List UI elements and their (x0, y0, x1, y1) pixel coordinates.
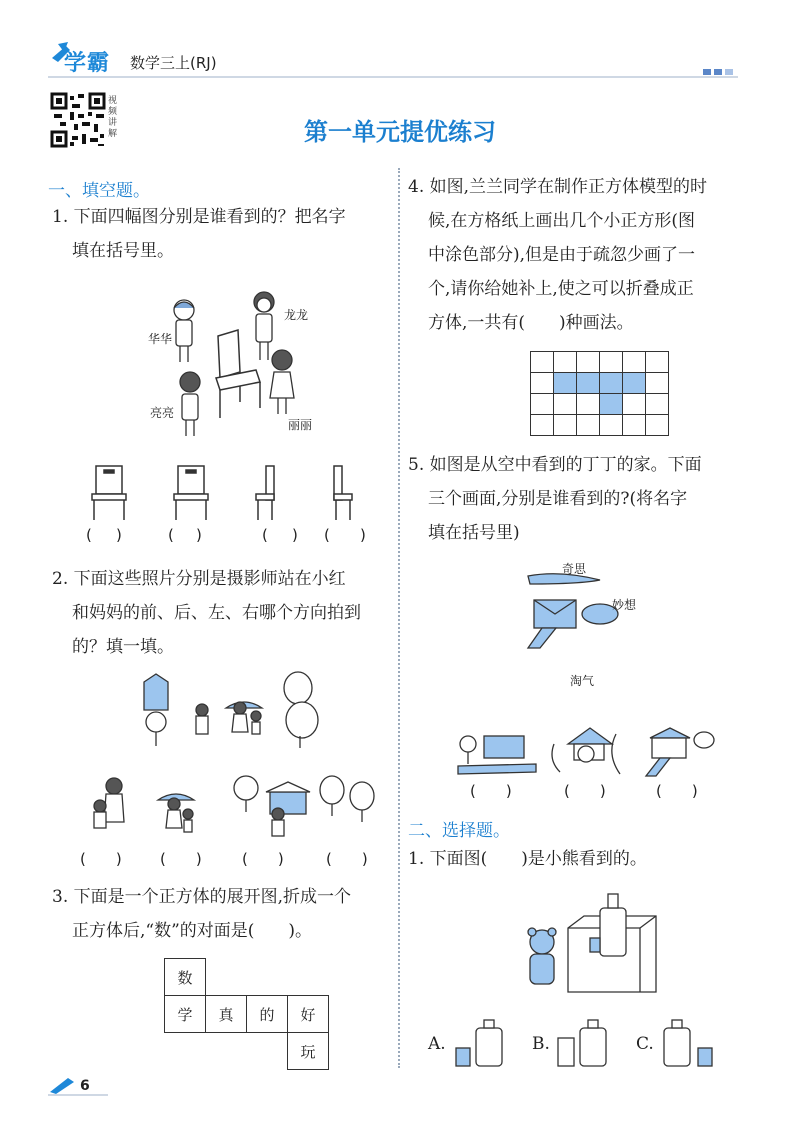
header-subject: 数学三上(RJ) (130, 54, 217, 72)
name-liangliang: 亮亮 (150, 406, 175, 420)
option-a-figure[interactable] (452, 1018, 512, 1068)
choice-question-1: 1. 下面图( )是小熊看到的。 (408, 849, 647, 869)
photo-options-illustration (82, 772, 382, 844)
answer-paren[interactable]: ( ) (470, 782, 512, 800)
net-cell: 好 (288, 996, 329, 1033)
question-5-line2: 三个画面,分别是谁看到的?(将名字 (428, 489, 688, 509)
name-huahua: 华华 (148, 332, 173, 346)
answer-paren[interactable]: ( ) (160, 850, 202, 868)
option-a-label[interactable]: A. (428, 1034, 446, 1054)
page-number: 6 (80, 1078, 90, 1094)
answer-paren[interactable]: ( ) (80, 850, 122, 868)
house-views-illustration (456, 724, 726, 780)
question-4-line4: 个,请你给她补上,使之可以折叠成正 (428, 279, 694, 299)
option-b-label[interactable]: B. (532, 1034, 550, 1054)
answer-paren[interactable]: ( ) (242, 850, 284, 868)
square-grid[interactable] (530, 351, 669, 436)
page-title: 第一单元提优练习 (304, 118, 496, 146)
cube-net (164, 958, 329, 1070)
net-cell: 真 (206, 996, 247, 1033)
section-fill-blank: 一、填空题。 (48, 181, 150, 201)
photo-scene-illustration (140, 670, 340, 750)
question-4-line3: 中涂色部分),但是由于疏忽少画了一 (428, 245, 696, 265)
footer-divider (48, 1094, 108, 1096)
option-c-figure[interactable] (658, 1018, 718, 1068)
brand-name: 学霸 (64, 51, 111, 76)
question-2-line1: 2. 下面这些照片分别是摄影师站在小红 (52, 569, 346, 589)
question-5-line1: 5. 如图是从空中看到的丁丁的家。下面 (408, 455, 702, 475)
name-qisi: 奇思 (562, 562, 587, 576)
net-cell: 学 (165, 996, 206, 1033)
question-1-line1: 1. 下面四幅图分别是谁看到的？把名字 (52, 207, 346, 227)
answer-paren-open[interactable]: ( (86, 526, 92, 544)
option-b-figure[interactable] (554, 1018, 614, 1068)
bear-bottles-illustration (520, 888, 670, 998)
answer-paren-open[interactable]: ( (168, 526, 174, 544)
answer-paren-open[interactable]: ( (324, 526, 330, 544)
net-cell: 的 (247, 996, 288, 1033)
qr-label: 视频讲解 (108, 96, 118, 139)
question-2-line2: 和妈妈的前、后、左、右哪个方向拍到 (72, 603, 361, 623)
name-miaoxiang: 妙想 (612, 598, 637, 612)
question-2-line3: 的？填一填。 (72, 637, 174, 657)
column-divider (398, 168, 400, 1068)
chair-views (80, 462, 370, 522)
answer-paren[interactable]: ( ) (656, 782, 698, 800)
section-multiple-choice: 二、选择题。 (408, 821, 510, 841)
answer-paren[interactable]: ( ) (564, 782, 606, 800)
net-cell: 数 (165, 959, 206, 996)
question-3-line2: 正方体后,“数”的对面是( )。 (72, 921, 313, 941)
question-4-line1: 4. 如图,兰兰同学在制作正方体模型的时 (408, 177, 708, 197)
option-c-label[interactable]: C. (636, 1034, 654, 1054)
question-1-line2: 填在括号里。 (72, 241, 174, 261)
name-longlong: 龙龙 (284, 308, 309, 322)
question-4-line2: 候,在方格纸上画出几个小正方形(图 (428, 211, 696, 231)
header-divider (48, 76, 738, 78)
net-cell: 玩 (288, 1033, 329, 1070)
question-4-line5: 方体,一共有( )种画法。 (428, 313, 634, 333)
pencil-icon (48, 1076, 76, 1094)
answer-paren-close: ) (196, 526, 202, 544)
name-lili: 丽丽 (288, 418, 313, 432)
answer-paren-open[interactable]: ( (262, 526, 268, 544)
answer-paren[interactable]: ( ) (326, 850, 368, 868)
question-3-line1: 3. 下面是一个正方体的展开图,折成一个 (52, 887, 352, 907)
name-taoqi: 淘气 (570, 674, 595, 688)
answer-paren-close: ) (360, 526, 366, 544)
answer-paren-close: ) (292, 526, 298, 544)
question-5-line3: 填在括号里) (428, 523, 520, 543)
answer-paren-close: ) (116, 526, 122, 544)
